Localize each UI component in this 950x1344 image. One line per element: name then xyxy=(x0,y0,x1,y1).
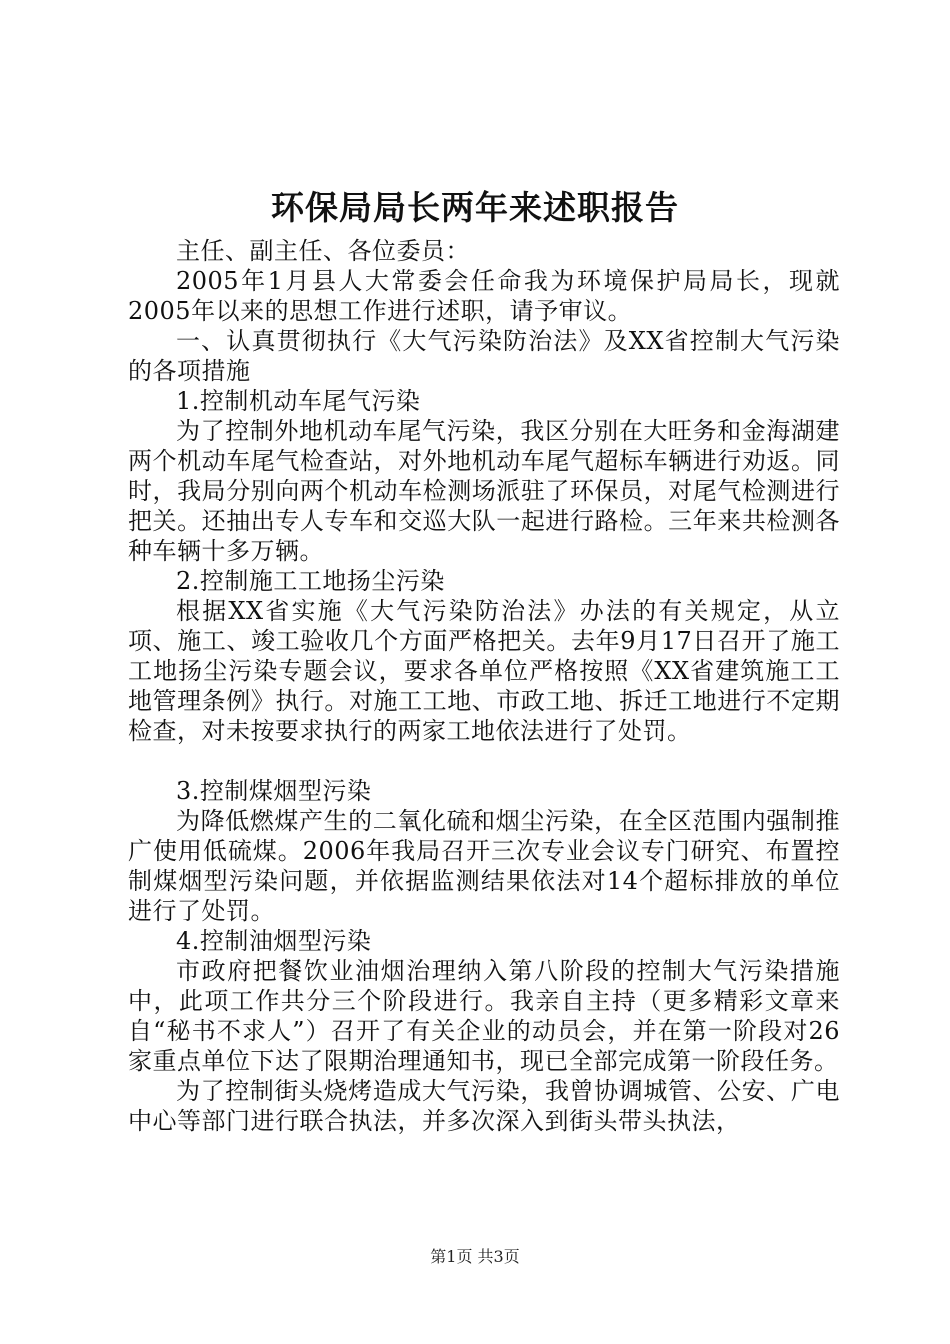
subsection-heading-4: 4.控制油烟型污染 xyxy=(176,927,372,955)
body-paragraph: 为降低燃煤产生的二氧化硫和烟尘污染，在全区范围内强制推广使用低硫煤。2006年我局召开三次专业会议专门研究、布置控制煤烟型污染问题，并依据监测结果依法对14个超标排放的单位进行了处罚。 xyxy=(128,807,840,925)
body-paragraph: 市政府把餐饮业油烟治理纳入第八阶段的控制大气污染措施中，此项工作共分三个阶段进行。我亲自主持（更多精彩文章来自“秘书不求人”）召开了有关企业的动员会，并在第一阶段对26家重点单位下达了限期治理通知书，现已全部完成第一阶段任务。 xyxy=(128,957,840,1075)
salutation-paragraph: 主任、副主任、各位委员： xyxy=(176,237,470,265)
page-number-footer: 第1页 共3页 xyxy=(430,1247,520,1266)
body-paragraph: 为了控制街头烧烤造成大气污染，我曾协调城管、公安、广电中心等部门进行联合执法，并多次深入到街头带头执法， xyxy=(128,1077,840,1135)
page-title: 环保局局长两年来述职报告 xyxy=(271,188,679,227)
body-paragraph: 为了控制外地机动车尾气污染，我区分别在大旺务和金海湖建两个机动车尾气检查站，对外地机动车尾气超标车辆进行劝返。同时，我局分别向两个机动车检测场派驻了环保员，对尾气检测进行把关。还抽出专人专车和交巡大队一起进行路检。三年来共检测各种车辆十多万辆。 xyxy=(128,417,840,565)
intro-paragraph: 2005年1月县人大常委会任命我为环境保护局局长，现就2005年以来的思想工作进行述职，请予审议。 xyxy=(128,267,840,325)
subsection-heading-3: 3.控制煤烟型污染 xyxy=(176,777,372,805)
subsection-heading-1: 1.控制机动车尾气污染 xyxy=(176,387,421,415)
section-heading-1: 一、认真贯彻执行《大气污染防治法》及XX省控制大气污染的各项措施 xyxy=(128,327,840,385)
subsection-heading-2: 2.控制施工工地扬尘污染 xyxy=(176,567,445,595)
document-body xyxy=(128,236,840,1136)
body-paragraph: 根据XX省实施《大气污染防治法》办法的有关规定，从立项、施工、竣工验收几个方面严格把关。去年9月17日召开了施工工地扬尘污染专题会议，要求各单位严格按照《XX省建筑施工工地管理条例》执行。对施工工地、市政工地、拆迁工地进行不定期检查，对未按要求执行的两家工地依法进行了处罚。 xyxy=(128,597,840,745)
